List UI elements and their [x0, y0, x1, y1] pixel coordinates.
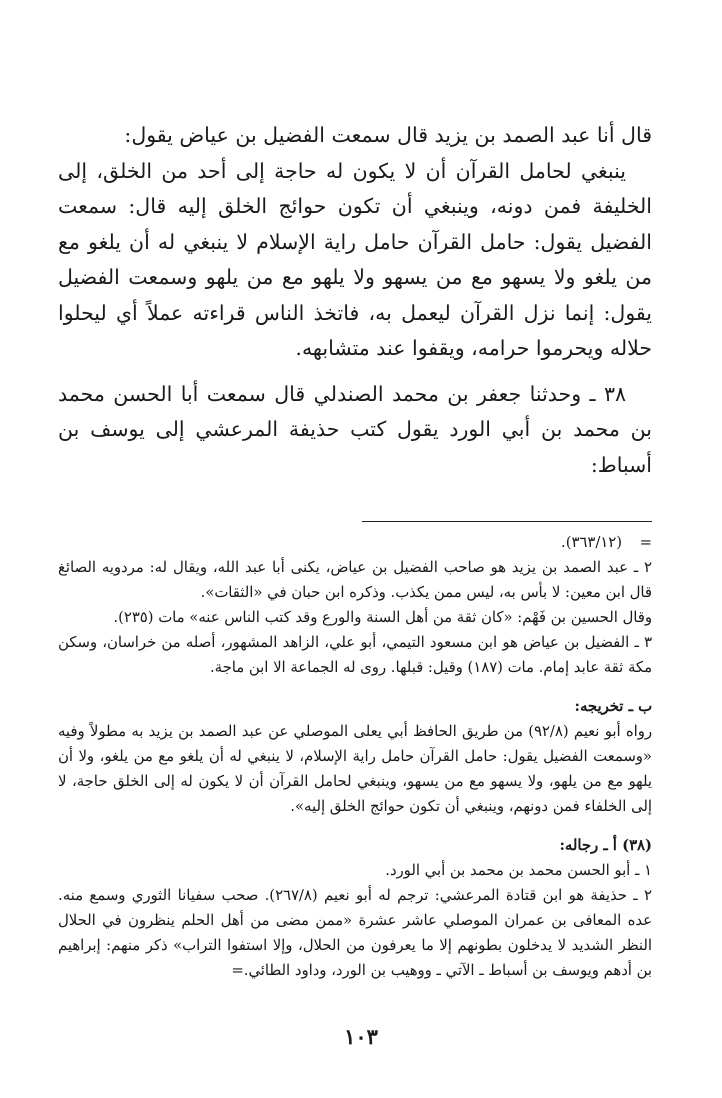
- main-paragraph-2: ينبغي لحامل القرآن أن لا يكون له حاجة إلى أحد من الخلق، إلى الخليفة فمن دونه، وينبغي أن تكون حوائج الخلق إليه قال: سمعت الفضيل يقول: حامل القرآن حامل راية الإسلام لا ينبغي له أن يلغو مع من يلغو ولا يسهو مع من يسهو ولا يلهو مع من يلهو وسمعت الفضيل يقول: إنما نزل القرآن ليعمل به، فاتخذ الناس قراءته عملاً أي ليحلوا حلاله ويحرموا حرامه، ويقفوا عند متشابهه.: [58, 158, 652, 360]
- page-number: ١٠٣: [344, 1024, 378, 1049]
- footnote-abdussamad: ٢ ـ عبد الصمد بن يزيد هو صاحب الفضيل بن عياض، يكنى أبا عبد الله، ويقال له: مردويه الصائغ قال ابن معين: لا بأس به، ليس ممن يكذب. وذكره ابن حبان في «الثقات».: [58, 559, 652, 601]
- continuation-text: (٣٦٣/١٢).: [561, 534, 622, 551]
- main-text: [58, 118, 652, 483]
- takhrij-heading: ب ـ تخريجه:: [574, 698, 652, 715]
- main-paragraph-1: قال أنا عبد الصمد بن يزيد قال سمعت الفضيل بن عياض يقول:: [124, 123, 652, 147]
- footnote-continuation: [58, 530, 652, 555]
- end-mark: =: [231, 962, 244, 979]
- rijal-item-1: ١ ـ أبو الحسن محمد بن محمد بن أبي الورد.: [385, 862, 652, 879]
- footnote-husain: وقال الحسين بن فَهْم: «كان ثقة من أهل السنة والورع وقد كتب الناس عنه» مات (٢٣٥).: [113, 609, 652, 626]
- rijal-item-2: [58, 883, 652, 983]
- book-page: [58, 118, 652, 983]
- footnotes: [58, 530, 652, 983]
- footnote-separator: [362, 521, 652, 522]
- continuation-mark: =: [639, 534, 652, 551]
- rijal-heading: (٣٨) أ ـ رجاله:: [559, 837, 652, 854]
- rijal-item-2-text: ٢ ـ حذيفة هو ابن قتادة المرعشي: ترجم له أبو نعيم (٢٦٧/٨). صحب سفيانا الثوري وسمع منه. عده المعافى بن عمران الموصلي عاشر عشرة «ممن مضى من أهل الحلم ينظرون في الحلال النظر الشديد لا يدخلون بطونهم إلا ما يعرفون من الحلال، وإلا استفوا التراب» ذكر منهم: إبراهيم بن أدهم ويوسف بن أسباط ـ الآتي ـ ووهيب بن الورد، وداود الطائي.: [58, 887, 652, 979]
- takhrij-text: رواه أبو نعيم (٩٢/٨) من طريق الحافظ أبي يعلى الموصلي عن عبد الصمد بن يزيد به مطولاً وفيه «وسمعت الفضيل يقول: حامل القرآن حامل راية الإسلام، لا ينبغي له أن يلغو مع من يلغو، ولا أن يلهو مع من يلهو، ولا يسهو مع من يسهو، وينبغي لحامل القرآن أن لا يكون له إلى الخلق حاجة، لا إلى الخلفاء فمن دونهم، وينبغي أن تكون حوائج الخلق إليه».: [58, 723, 653, 815]
- main-paragraph-3: ٣٨ ـ وحدثنا جعفر بن محمد الصندلي قال سمعت أبا الحسن محمد بن محمد بن أبي الورد يقول كتب حذيفة المرعشي إلى يوسف بن أسباط:: [58, 381, 652, 477]
- footnote-fudail: ٣ ـ الفضيل بن عياض هو ابن مسعود التيمي، أبو علي، الزاهد المشهور، أصله من خراسان، وسكن مكة ثقة عابد إمام. مات (١٨٧) وقيل: قبلها. روى له الجماعة الا ابن ماجة.: [58, 634, 652, 676]
